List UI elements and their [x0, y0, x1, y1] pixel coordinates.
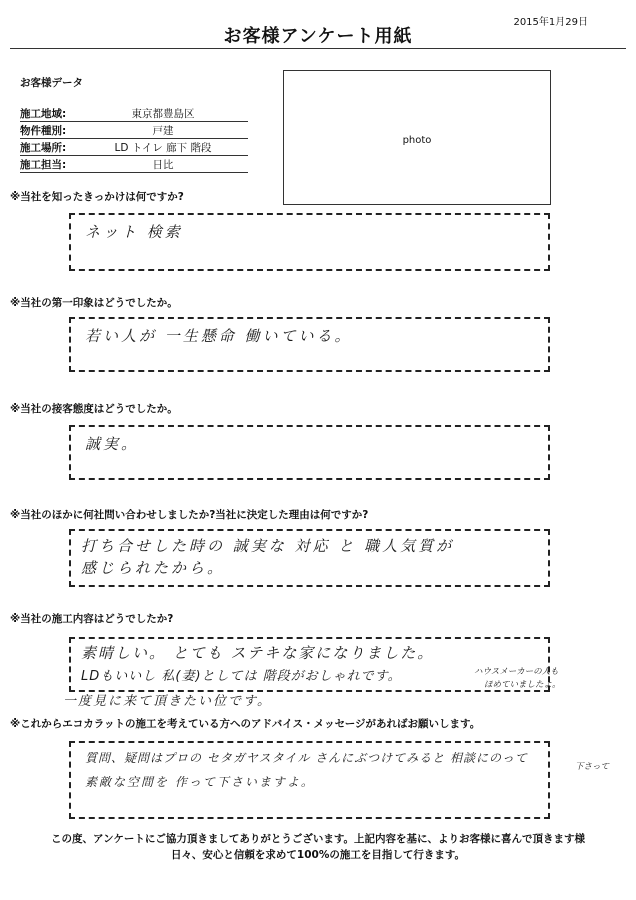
- customer-data-row-location: [20, 138, 248, 156]
- answer-box-3: [69, 425, 550, 480]
- answer-box-2: [69, 317, 550, 372]
- area-label: 施工地域:: [20, 108, 67, 120]
- question-5: ※当社の施工内容はどうでしたか?: [10, 613, 174, 625]
- answer-5-line-2: LDもいいし 私(妻)としては 階段がおしゃれです。: [81, 669, 402, 684]
- answer-5-side-note-line-1: ハウスメーカーの人も: [474, 667, 559, 677]
- answer-5-side-note-line-2: ほめていましたよ。: [484, 680, 561, 690]
- customer-data-row-area: [20, 104, 248, 122]
- answer-box-6: [69, 741, 550, 819]
- question-4: ※当社のほかに何社問い合わせしましたか?当社に決定した理由は何ですか?: [10, 509, 369, 521]
- footer-message-line-2: 日々、安心と信頼を求めて100%の施工を目指して行きます。: [170, 849, 466, 861]
- location-label: 施工場所:: [20, 142, 67, 154]
- answer-5-line-3: 一度見に来て頂きたい位です。: [63, 694, 272, 709]
- area-value: 東京都豊島区: [131, 108, 195, 120]
- answer-1-line-1: ネット 検索: [85, 223, 183, 241]
- property-type-value: 戸建: [152, 125, 174, 137]
- question-6: ※これからエコカラットの施工を考えている方へのアドバイス・メッセージがあればお願いします。: [10, 718, 481, 730]
- customer-data-row-property-type: [20, 121, 248, 139]
- question-1: ※当社を知ったきっかけは何ですか?: [10, 191, 184, 203]
- footer-message-line-1: この度、アンケートにご協力頂きましてありがとうございます。上記内容を基に、よりお客様に喜んで頂きます様: [50, 833, 586, 845]
- photo-label: photo: [402, 135, 432, 146]
- location-value: LD トイレ 廊下 階段: [114, 142, 212, 154]
- answer-6-side-note: 下さって: [575, 762, 610, 772]
- staff-value: 日比: [152, 159, 174, 171]
- customer-data-heading: お客様データ: [20, 77, 83, 89]
- answer-4-line-2: 感じられたから。: [81, 559, 226, 577]
- answer-2-line-1: 若い人が 一生懸命 働いている。: [85, 327, 353, 345]
- answer-box-1: [69, 213, 550, 271]
- page-title: お客様アンケート用紙: [223, 26, 413, 47]
- answer-6-line-2: 素敵な空間を 作って下さいますよ。: [85, 775, 315, 789]
- answer-6-line-1: 質問、疑問はプロの セタガヤスタイル さんにぶつけてみると 相談にのって: [85, 751, 528, 765]
- question-3: ※当社の接客態度はどうでしたか。: [10, 403, 178, 415]
- photo-placeholder: [283, 70, 551, 205]
- title-divider: [10, 48, 626, 49]
- answer-3-line-1: 誠実。: [85, 435, 140, 453]
- answer-4-line-1: 打ち合せした時の 誠実な 対応 と 職人気質が: [81, 537, 455, 555]
- question-2: ※当社の第一印象はどうでしたか。: [10, 297, 178, 309]
- answer-box-4: [69, 529, 550, 587]
- property-type-label: 物件種別:: [20, 125, 67, 137]
- customer-data-row-staff: [20, 155, 248, 173]
- answer-5-line-1: 素晴しい。 とても ステキな家になりました。: [81, 644, 435, 662]
- staff-label: 施工担当:: [20, 159, 67, 171]
- survey-date: 2015年1月29日: [513, 17, 588, 28]
